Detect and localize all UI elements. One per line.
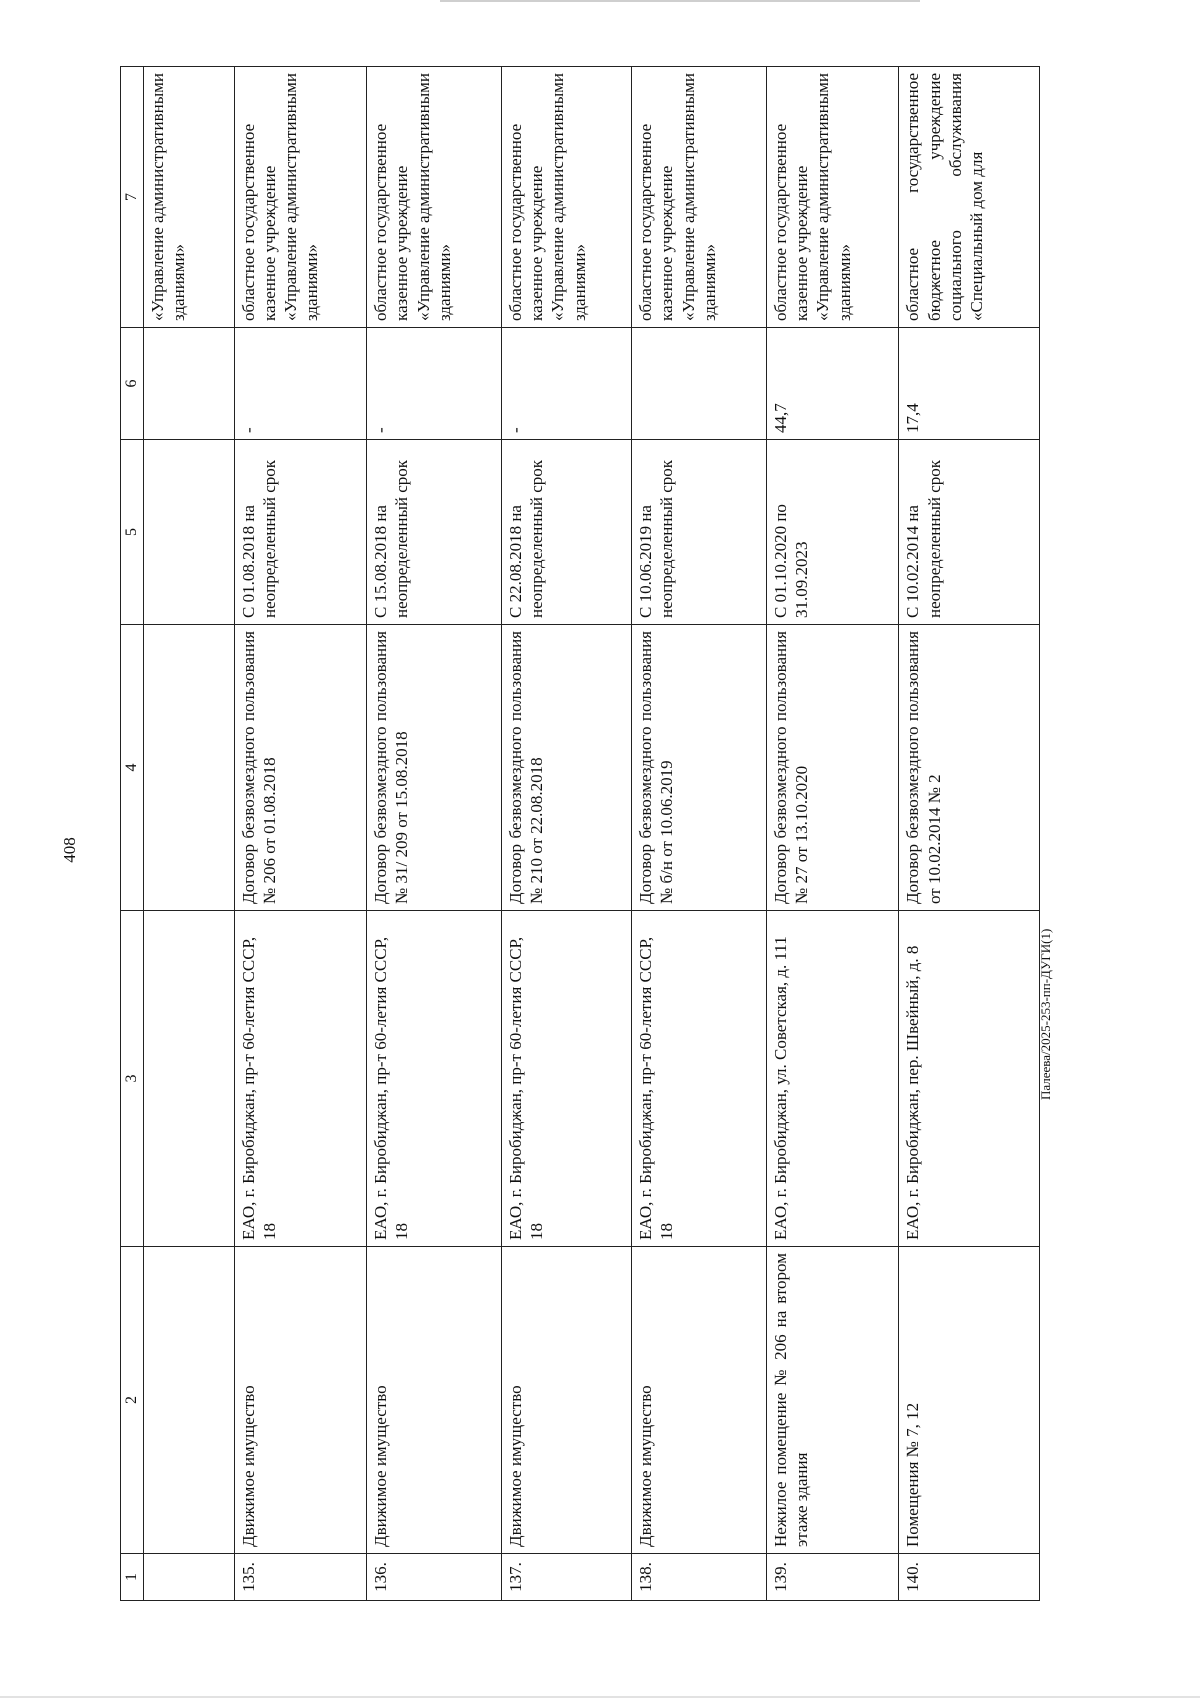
holder-cell: областное государственное казенное учреждение «Управление административными зданиями» [234, 67, 367, 328]
address-cell: ЕАО, г. Биробиджан, пр-т 60-летия СССР, 18 [501, 911, 631, 1247]
area-cell: 17,4 [899, 328, 1040, 440]
column-header: 2 [121, 1247, 144, 1554]
basis-cell: Договор безвозмездного пользования № 210 от 22.08.2018 [501, 625, 631, 911]
column-number-row [121, 67, 144, 1601]
table-row [367, 67, 502, 1601]
holder-cell: областное государственное казенное учреждение «Управление административными зданиями» [766, 67, 899, 328]
row-number: 140. [899, 1554, 1040, 1601]
object-cell: Движимое имущество [632, 1247, 767, 1554]
area-cell: - [234, 328, 367, 440]
object-cell: Движимое имущество [501, 1247, 631, 1554]
table-cell [144, 328, 235, 440]
object-cell: Помещения № 7, 12 [899, 1247, 1040, 1554]
column-header: 1 [121, 1554, 144, 1601]
basis-cell: Договор безвозмездного пользования № б/н от 10.06.2019 [632, 625, 767, 911]
holder-cell: «Управление административными зданиями» [144, 67, 235, 328]
row-number: 137. [501, 1554, 631, 1601]
continuation-row [144, 67, 235, 1601]
term-cell: С 15.08.2018 на неопределенный срок [367, 440, 502, 625]
table-row [501, 67, 631, 1601]
term-cell: С 01.08.2018 на неопределенный срок [234, 440, 367, 625]
table-row [234, 67, 367, 1601]
document-code: Палеева/2025-253-пп-ДУГИ(1) [1038, 928, 1053, 1100]
basis-cell: Договор безвозмездного пользования № 206 от 01.08.2018 [234, 625, 367, 911]
holder-cell: областное государственное казенное учреждение «Управление административными зданиями» [367, 67, 502, 328]
term-cell: С 22.08.2018 на неопределенный срок [501, 440, 631, 625]
term-cell: С 10.06.2019 на неопределенный срок [632, 440, 767, 625]
column-header: 5 [121, 440, 144, 625]
column-header: 3 [121, 911, 144, 1247]
object-cell: Нежилое помещение № 206 на втором этаже здания [766, 1247, 899, 1554]
area-cell: 44,7 [766, 328, 899, 440]
scan-edge-bottom [0, 1696, 1200, 1698]
object-cell: Движимое имущество [234, 1247, 367, 1554]
address-cell: ЕАО, г. Биробиджан, пер. Швейный, д. 8 [899, 911, 1040, 1247]
row-number: 138. [632, 1554, 767, 1601]
table-cell [144, 1247, 235, 1554]
address-cell: ЕАО, г. Биробиджан, пр-т 60-летия СССР, 18 [234, 911, 367, 1247]
table-cell [144, 911, 235, 1247]
holder-cell: областное государственное казенное учреждение «Управление административными зданиями» [632, 67, 767, 328]
term-cell: С 10.02.2014 на неопределенный срок [899, 440, 1040, 625]
address-cell: ЕАО, г. Биробиджан, пр-т 60-летия СССР, 18 [632, 911, 767, 1247]
table-cell [144, 1554, 235, 1601]
holder-cell: областное государственное бюджетное учреждение социального обслуживания «Специальный дом для [899, 67, 1040, 328]
row-number: 135. [234, 1554, 367, 1601]
basis-cell: Договор безвозмездного пользования № 31/ 209 от 15.08.2018 [367, 625, 502, 911]
table-row [766, 67, 899, 1601]
address-cell: ЕАО, г. Биробиджан, пр-т 60-летия СССР, 18 [367, 911, 502, 1247]
table-cell [144, 625, 235, 911]
column-header: 7 [121, 67, 144, 328]
term-cell: С 01.10.2020 по 31.09.2023 [766, 440, 899, 625]
holder-cell: областное государственное казенное учреждение «Управление административными зданиями» [501, 67, 631, 328]
column-header: 6 [121, 328, 144, 440]
table-cell [144, 440, 235, 625]
column-header: 4 [121, 625, 144, 911]
row-number: 136. [367, 1554, 502, 1601]
area-cell: - [367, 328, 502, 440]
basis-cell: Договор безвозмездного пользования от 10.02.2014 № 2 [899, 625, 1040, 911]
area-cell: - [501, 328, 631, 440]
table-row [899, 67, 1040, 1601]
object-cell: Движимое имущество [367, 1247, 502, 1554]
row-number: 139. [766, 1554, 899, 1601]
address-cell: ЕАО, г. Биробиджан, ул. Советская, д. 111 [766, 911, 899, 1247]
table-row [632, 67, 767, 1601]
scan-edge-top [440, 0, 920, 2]
basis-cell: Договор безвозмездного пользования № 27 от 13.10.2020 [766, 625, 899, 911]
area-cell [632, 328, 767, 440]
registry-table [120, 66, 1040, 1601]
registry-table-container [120, 67, 1040, 1601]
page-number: 408 [60, 837, 79, 863]
